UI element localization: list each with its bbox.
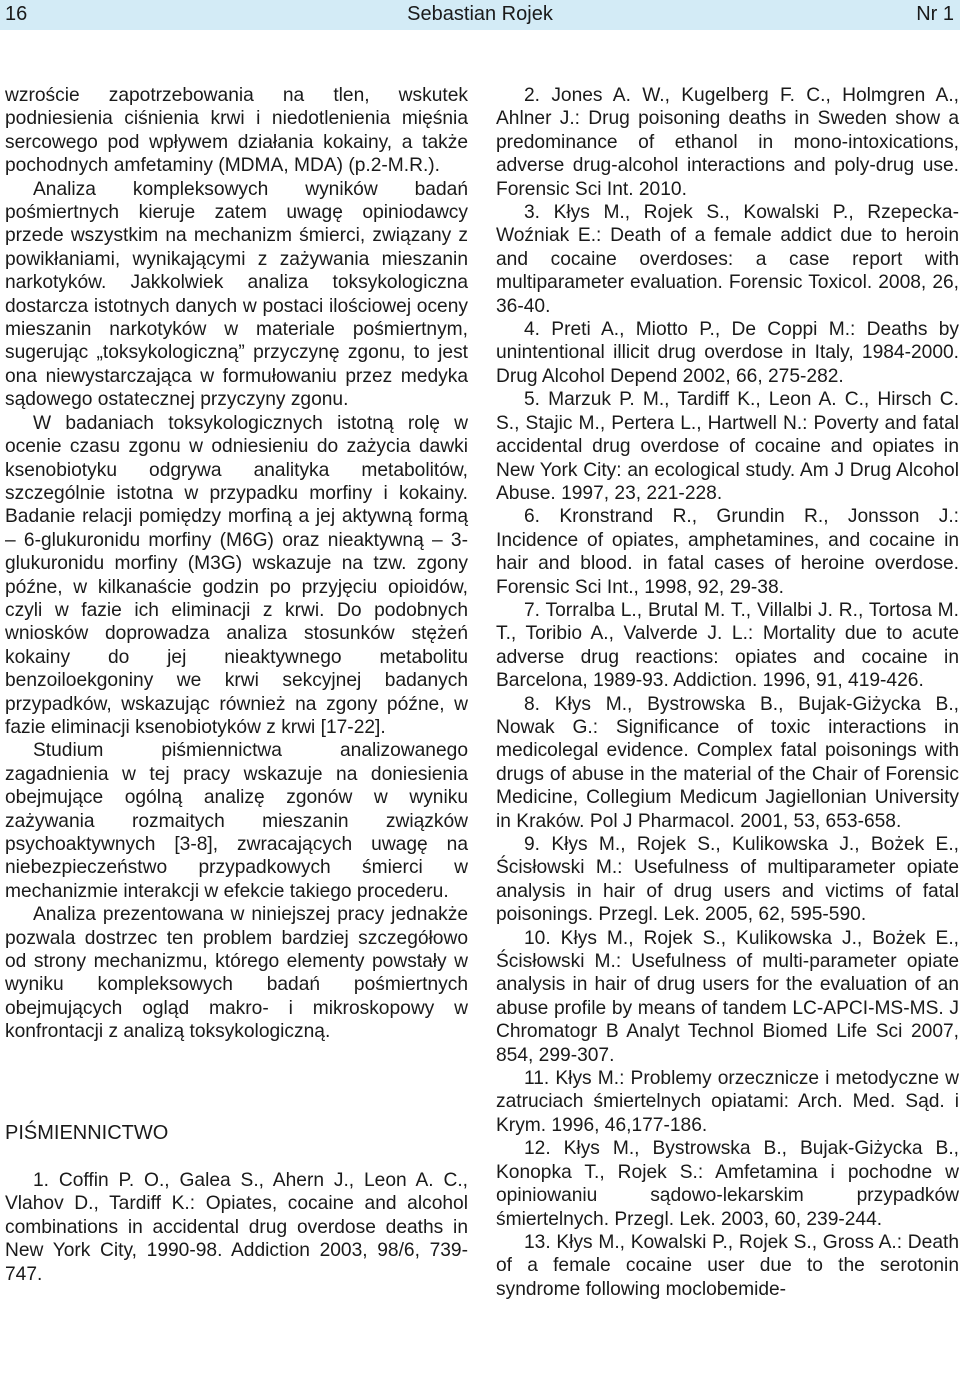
body-paragraph: Studium piśmiennictwa analizowanego zagadnienia w tej pracy wskazuje na doniesienia obejmujące ogólną analizę zgonów w wyniku zażywania rozmaitych mieszanin związków psychoaktywnych [3-8], zwracających uwagę na niebezpieczeństwo przypadkowych śmierci w mechanizmie interakcji w efekcie takiego procederu.: [5, 740, 468, 902]
body-paragraph: W badaniach toksykologicznych istotną rolę w ocenie czasu zgonu w odniesieniu do zażycia dawki ksenobiotyku odgrywa analityka metabolitów, szczególnie istotna w przypadku morfiny i kokainy. Badanie relacji pomiędzy morfiną a jej aktywną formą – 6-glukuronidu morfiny (M6G) oraz nieaktywną – 3-glukuronidu morfiny (M3G) wskazuje na tzw. zgony późne, w kilkanaście godzin po przyjęciu opioidów, czyli w fazie ich eliminacji z krwi. Do podobnych wniosków doprowadza analiza stosunków stężeń kokainy do jej nieaktywnego metabolitu benzoiloekgoniny we krwi sekcyjnej badanych przypadków, wskazując również na zgony późne, w fazie eliminacji ksenobiotyków z krwi [17-22].: [5, 412, 468, 738]
issue-number: Nr 1: [916, 3, 954, 25]
running-header: [0, 0, 960, 30]
body-paragraph: Analiza prezentowana w niniejszej pracy jednakże pozwala dostrzec ten problem bardziej szczegółowo od strony mechanizmu, którego elementy powstały w wyniku kompleksowych badań pośmiertnych obejmujących ogląd makro- i mikroskopowy w konfrontacji z analizą toksykologiczną.: [5, 904, 468, 1043]
reference-item: 11. Kłys M.: Problemy orzecznicze i metodyczne w zatruciach śmiertelnych opiatami: Arch. Med. Sąd. i Krym. 1996, 46,177-186.: [496, 1068, 959, 1136]
reference-item: 2. Jones A. W., Kugelberg F. C., Holmgren A., Ahlner J.: Drug poisoning deaths in Sweden show a predominance of ethanol in mono-intoxications, adverse drug-alcohol interactions and poly-drug use. Forensic Sci Int. 2010.: [496, 85, 959, 200]
reference-item: 5. Marzuk P. M., Tardiff K., Leon A. C., Hirsch C. S., Stajic M., Pertera L., Hartwell N.: Poverty and fatal accidental drug overdose of cocaine and opiates in New York City: an ecological study. Am J Drug Alcohol Abuse. 1997, 23, 221-228.: [496, 389, 959, 504]
reference-item: 4. Preti A., Miotto P., De Coppi M.: Deaths by unintentional illicit drug overdose in Italy, 1984-2000. Drug Alcohol Depend 2002, 66, 275-282.: [496, 319, 959, 387]
reference-item: 9. Kłys M., Rojek S., Kulikowska J., Bożek E., Ścisłowski M.: Usefulness of multiparameter opiate analysis in hair of drug users and victims of fatal poisonings. Przegl. Lek. 2005, 62, 595-590.: [496, 834, 959, 926]
body-paragraph: Analiza kompleksowych wyników badań pośmiertnych kieruje zatem uwagę opiniodawcy przede wszystkim na mechanizm śmierci, związany z powikłaniami, wynikającymi z zażywania mieszanin narkotyków. Jakkolwiek analiza toksykologiczna dostarcza istotnych danych w postaci ilościowej oceny mieszanin narkotyków w materiale pośmiertnym, sugerując „toksykologiczną” przyczynę zgonu, to jest ona niewystarczająca w formułowaniu przez medyka sądowego ostatecznej przyczyny zgonu.: [5, 178, 468, 411]
page-number: 16: [5, 3, 28, 25]
reference-item: 3. Kłys M., Rojek S., Kowalski P., Rzepecka-Woźniak E.: Death of a female addict due to heroin and cocaine overdoses: a case report with multiparameter evaluation. Forensic Toxicol. 2008, 26, 36-40.: [496, 202, 959, 317]
author-name: Sebastian Rojek: [407, 3, 553, 25]
reference-item: 13. Kłys M., Kowalski P., Rojek S., Gross A.: Death of a female cocaine user due to the serotonin syndrome following moclobemide-: [496, 1231, 959, 1300]
reference-item: 10. Kłys M., Rojek S., Kulikowska J., Bożek E., Ścisłowski M.: Usefulness of multi-parameter opiate analysis in hair of drug users for the evaluation of an abuse profile by means of tandem LC-APCI-MS-MS. J Chromatogr B Analyt Technol Biomed Life Sci 2007, 854, 299-307.: [496, 927, 959, 1066]
body-paragraph: wzroście zapotrzebowania na tlen, wskutek podniesienia ciśnienia krwi i niedotlenienia mięśnia sercowego pod wpływem działania kokainy, a także pochodnych amfetaminy (MDMA, MDA) (p.2-M.R.).: [5, 85, 468, 177]
references-heading: PIŚMIENNICTWO: [5, 1121, 169, 1144]
reference-item: 8. Kłys M., Bystrowska B., Bujak-Giżycka B., Nowak G.: Significance of toxic interactions in medicolegal evidence. Complex fatal poisonings with drugs of abuse in the material of the Chair of Forensic Medicine, Collegium Medicum Jagiellonian University in Kraków. Pol J Pharmacol. 2001, 53, 653-658.: [496, 693, 959, 832]
reference-item: 1. Coffin P. O., Galea S., Ahern J., Leon A. C., Vlahov D., Tardiff K.: Opiates, cocaine and alcohol combinations in accidental drug overdose deaths in New York City, 1990-98. Addiction 2003, 98/6, 739-747.: [5, 1170, 468, 1285]
reference-item: 7. Torralba L., Brutal M. T., Villalbi J. R., Tortosa M. T., Toribio A., Valverde J. L.: Mortality due to acute adverse drug reactions: opiates and cocaine in Barcelona, 1989-93. Addiction. 1996, 91, 419-426.: [496, 599, 959, 692]
left-column: [5, 84, 468, 1286]
reference-item: 6. Kronstrand R., Grundin R., Jonsson J.: Incidence of opiates, amphetamines, and cocaine in hair and blood. in fatal cases of heroine overdose. Forensic Sci Int., 1998, 92, 29-38.: [496, 506, 959, 598]
reference-item: 12. Kłys M., Bystrowska B., Bujak-Giżycka B., Konopka T., Rojek S.: Amfetamina i pochodne w opiniowaniu sądowo-lekarskim przypadków śmiertelnych. Przegl. Lek. 2003, 60, 239-244.: [496, 1138, 959, 1230]
right-column: [496, 84, 959, 1301]
